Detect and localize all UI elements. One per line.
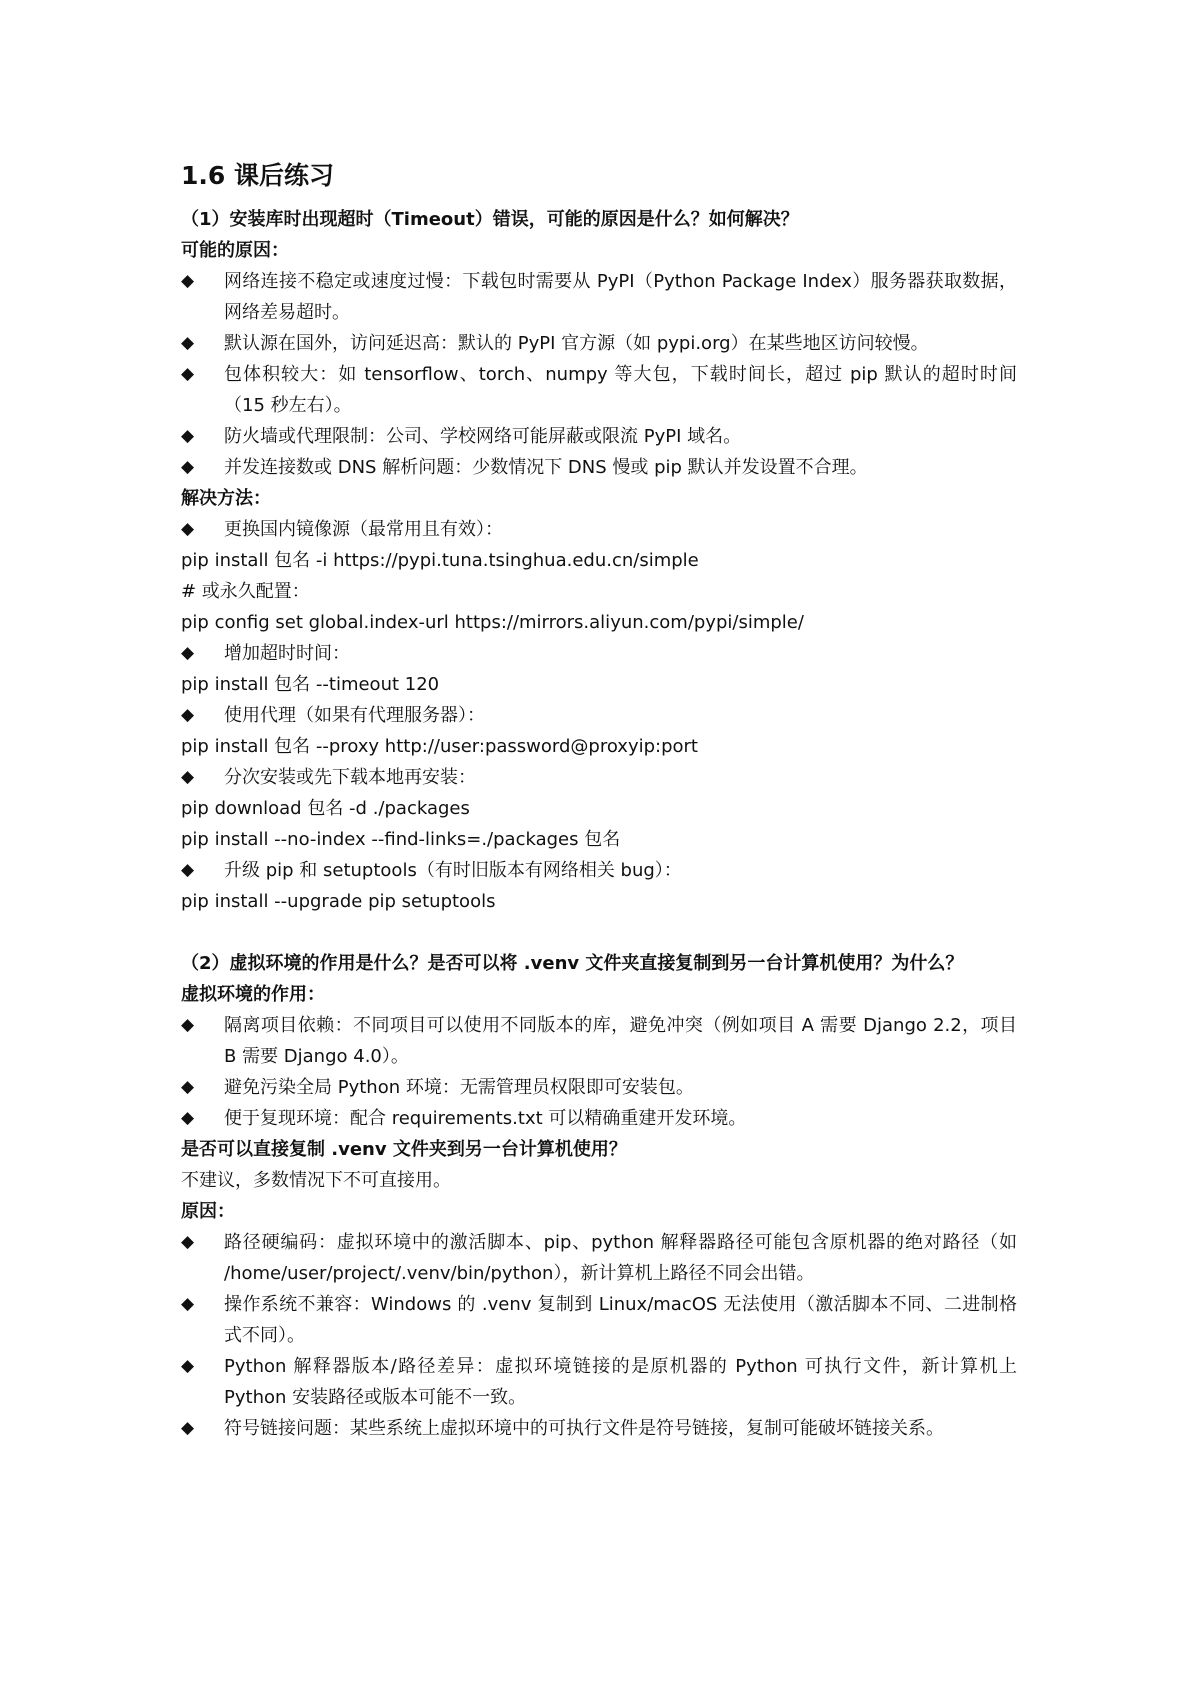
question-1: （1）安装库时出现超时（Timeout）错误，可能的原因是什么？如何解决？ <box>181 209 799 230</box>
code-line: pip install 包名 -i https://pypi.tuna.tsinghua.edu.cn/simple <box>181 550 699 571</box>
copy-answer: 不建议，多数情况下不可直接用。 <box>181 1170 451 1191</box>
diamond-bullet-icon: ◆ <box>181 1015 195 1035</box>
diamond-bullet-icon: ◆ <box>181 860 195 880</box>
role-heading: 虚拟环境的作用： <box>181 984 325 1005</box>
code-comment: # 或永久配置： <box>181 581 310 602</box>
solution-item <box>181 855 1017 886</box>
diamond-bullet-icon: ◆ <box>181 457 195 477</box>
solution-text: 升级 pip 和 setuptools（有时旧版本有网络相关 bug）： <box>224 860 682 881</box>
solutions-heading: 解决方法： <box>181 488 271 509</box>
cause-text: 网络连接不稳定或速度过慢：下载包时需要从 PyPI（Python Package Index）服务器获取数据，网络差易超时。 <box>224 271 1017 323</box>
code-line: pip install 包名 --proxy http://user:password@proxyip:port <box>181 736 698 757</box>
cause-item <box>181 359 1017 421</box>
diamond-bullet-icon: ◆ <box>181 333 195 353</box>
code-line: pip install 包名 --timeout 120 <box>181 674 440 695</box>
reason-item <box>181 1289 1017 1351</box>
diamond-bullet-icon: ◆ <box>181 705 195 725</box>
reason-item <box>181 1413 1017 1444</box>
cause-text: 防火墙或代理限制：公司、学校网络可能屏蔽或限流 PyPI 域名。 <box>224 426 742 447</box>
solution-item <box>181 638 1017 669</box>
cause-text: 并发连接数或 DNS 解析问题：少数情况下 DNS 慢或 pip 默认并发设置不合理。 <box>224 457 868 478</box>
solution-text: 增加超时时间： <box>224 643 350 664</box>
code-line: pip config set global.index-url https://mirrors.aliyun.com/pypi/simple/ <box>181 612 804 633</box>
diamond-bullet-icon: ◆ <box>181 1294 195 1314</box>
reason-item <box>181 1227 1017 1289</box>
diamond-bullet-icon: ◆ <box>181 643 195 663</box>
reason-heading: 原因： <box>181 1201 235 1222</box>
cause-text: 包体积较大：如 tensorflow、torch、numpy 等大包，下载时间长，超过 pip 默认的超时时间（15 秒左右）。 <box>224 364 1017 416</box>
code-line: pip install --no-index --find-links=./packages 包名 <box>181 829 621 850</box>
diamond-bullet-icon: ◆ <box>181 364 195 384</box>
role-item <box>181 1072 1017 1103</box>
cause-text: 默认源在国外，访问延迟高：默认的 PyPI 官方源（如 pypi.org）在某些地区访问较慢。 <box>224 333 929 354</box>
cause-item <box>181 328 1017 359</box>
diamond-bullet-icon: ◆ <box>181 767 195 787</box>
diamond-bullet-icon: ◆ <box>181 1418 195 1438</box>
diamond-bullet-icon: ◆ <box>181 271 195 291</box>
role-text: 避免污染全局 Python 环境：无需管理员权限即可安装包。 <box>224 1077 694 1098</box>
diamond-bullet-icon: ◆ <box>181 426 195 446</box>
diamond-bullet-icon: ◆ <box>181 1077 195 1097</box>
code-line: pip install --upgrade pip setuptools <box>181 891 496 912</box>
reason-text: 符号链接问题：某些系统上虚拟环境中的可执行文件是符号链接，复制可能破坏链接关系。 <box>224 1418 944 1439</box>
document-page <box>181 156 1017 1444</box>
reason-text: 操作系统不兼容：Windows 的 .venv 复制到 Linux/macOS 无法使用（激活脚本不同、二进制格式不同）。 <box>224 1294 1017 1346</box>
solution-item <box>181 762 1017 793</box>
diamond-bullet-icon: ◆ <box>181 1232 195 1252</box>
role-text: 隔离项目依赖：不同项目可以使用不同版本的库，避免冲突（例如项目 A 需要 Django 2.2，项目 B 需要 Django 4.0）。 <box>224 1015 1017 1067</box>
section-title: 1.6 课后练习 <box>181 161 334 190</box>
diamond-bullet-icon: ◆ <box>181 1108 195 1128</box>
cause-item <box>181 421 1017 452</box>
role-item <box>181 1103 1017 1134</box>
cause-item <box>181 452 1017 483</box>
reason-text: 路径硬编码：虚拟环境中的激活脚本、pip、python 解释器路径可能包含原机器的绝对路径（如 /home/user/project/.venv/bin/python），新计算机上路径不同会出错。 <box>224 1232 1017 1284</box>
diamond-bullet-icon: ◆ <box>181 1356 195 1376</box>
question-2: （2）虚拟环境的作用是什么？是否可以将 .venv 文件夹直接复制到另一台计算机使用？为什么？ <box>181 953 964 974</box>
solution-text: 分次安装或先下载本地再安装： <box>224 767 476 788</box>
copy-heading: 是否可以直接复制 .venv 文件夹到另一台计算机使用？ <box>181 1139 627 1160</box>
diamond-bullet-icon: ◆ <box>181 519 195 539</box>
section-gap <box>181 917 1017 948</box>
causes-heading: 可能的原因： <box>181 240 289 261</box>
cause-item <box>181 266 1017 328</box>
reason-text: Python 解释器版本/路径差异：虚拟环境链接的是原机器的 Python 可执行文件，新计算机上 Python 安装路径或版本可能不一致。 <box>224 1356 1017 1408</box>
solution-text: 使用代理（如果有代理服务器）： <box>224 705 485 726</box>
code-line: pip download 包名 -d ./packages <box>181 798 470 819</box>
reason-item <box>181 1351 1017 1413</box>
role-text: 便于复现环境：配合 requirements.txt 可以精确重建开发环境。 <box>224 1108 747 1129</box>
solution-item <box>181 700 1017 731</box>
solution-item <box>181 514 1017 545</box>
solution-text: 更换国内镜像源（最常用且有效）： <box>224 519 503 540</box>
role-item <box>181 1010 1017 1072</box>
